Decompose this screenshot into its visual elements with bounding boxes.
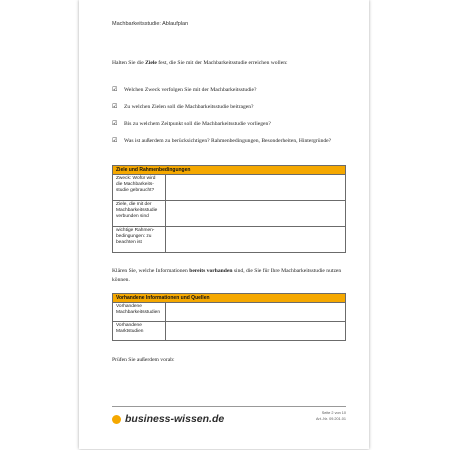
checklist-item-text: Welchen Zweck verfolgen Sie mit der Machbarkeitsstudie?	[124, 87, 257, 93]
checklist-item	[112, 86, 347, 94]
checkbox-icon: ☑	[112, 137, 118, 144]
document-page	[79, 0, 369, 449]
checklist-item-text: Was ist außerdem zu berücksichtigen? Rahmenbedingungen, Besonderheiten, Hintergründe?	[124, 138, 332, 144]
row-input-cell[interactable]	[166, 227, 346, 253]
table-row	[113, 322, 346, 341]
brand-logo	[112, 413, 224, 425]
page-number: Seite 2 von 10	[321, 411, 346, 415]
sources-table	[112, 293, 346, 341]
checklist-item	[112, 120, 347, 128]
footer-divider	[112, 406, 346, 407]
row-label: wichtige Rahmen-bedingungen: zu beachten ist	[113, 227, 166, 253]
table-row	[113, 303, 346, 322]
goals-table-header: Ziele und Rahmenbedingungen	[113, 166, 346, 175]
checklist-item	[112, 137, 347, 145]
table-row	[113, 227, 346, 253]
table-row	[113, 175, 346, 201]
row-label: Ziele, die mit der Machbarkeitsstudie verbunden sind	[113, 201, 166, 227]
checkbox-icon: ☑	[112, 120, 118, 127]
row-label: Vorhandene Machbarkeitsstudien	[113, 303, 166, 322]
logo-dot-icon	[112, 415, 121, 424]
check-paragraph: Prüfen Sie außerdem vorab:	[112, 357, 175, 363]
info-paragraph	[112, 267, 347, 285]
checklist-item	[112, 103, 347, 111]
info-text-after: sind, die Sie für Ihre Machbarkeitsstudie nutzen können.	[112, 268, 342, 283]
row-label: Vorhandene Marktstudien	[113, 322, 166, 341]
row-label: Zweck: Wofür wird die Machbarkeits-studie gebraucht?	[113, 175, 166, 201]
page-header: Machbarkeitsstudie: Ablaufplan	[112, 21, 189, 27]
info-text-before: Klären Sie, welche Informationen	[112, 268, 190, 274]
row-input-cell[interactable]	[166, 175, 346, 201]
brand-name: business-wissen.de	[125, 413, 225, 425]
info-text-bold: bereits vorhanden	[189, 268, 233, 274]
goals-table	[112, 165, 346, 253]
checkbox-icon: ☑	[112, 103, 118, 110]
table-row	[113, 201, 346, 227]
row-input-cell[interactable]	[166, 322, 346, 341]
row-input-cell[interactable]	[166, 303, 346, 322]
footer-meta	[316, 410, 346, 422]
intro-text-after: fest, die Sie mit der Machbarkeitsstudie erreichen wollen:	[156, 60, 288, 66]
intro-paragraph	[112, 59, 347, 68]
sources-table-header: Vorhandene Informationen und Quellen	[113, 294, 346, 303]
checkbox-icon: ☑	[112, 86, 118, 93]
checklist-item-text: Zu welchen Zielen soll die Machbarkeitsstudie beitragen?	[124, 104, 254, 110]
row-input-cell[interactable]	[166, 201, 346, 227]
intro-text-before: Halten Sie die	[112, 60, 146, 66]
checklist-item-text: Bis zu welchem Zeitpunkt soll die Machbarkeitsstudie vorliegen?	[124, 121, 271, 127]
article-number: Art.-Nr. 09.201.01	[316, 417, 346, 421]
intro-text-bold: Ziele	[145, 60, 157, 66]
